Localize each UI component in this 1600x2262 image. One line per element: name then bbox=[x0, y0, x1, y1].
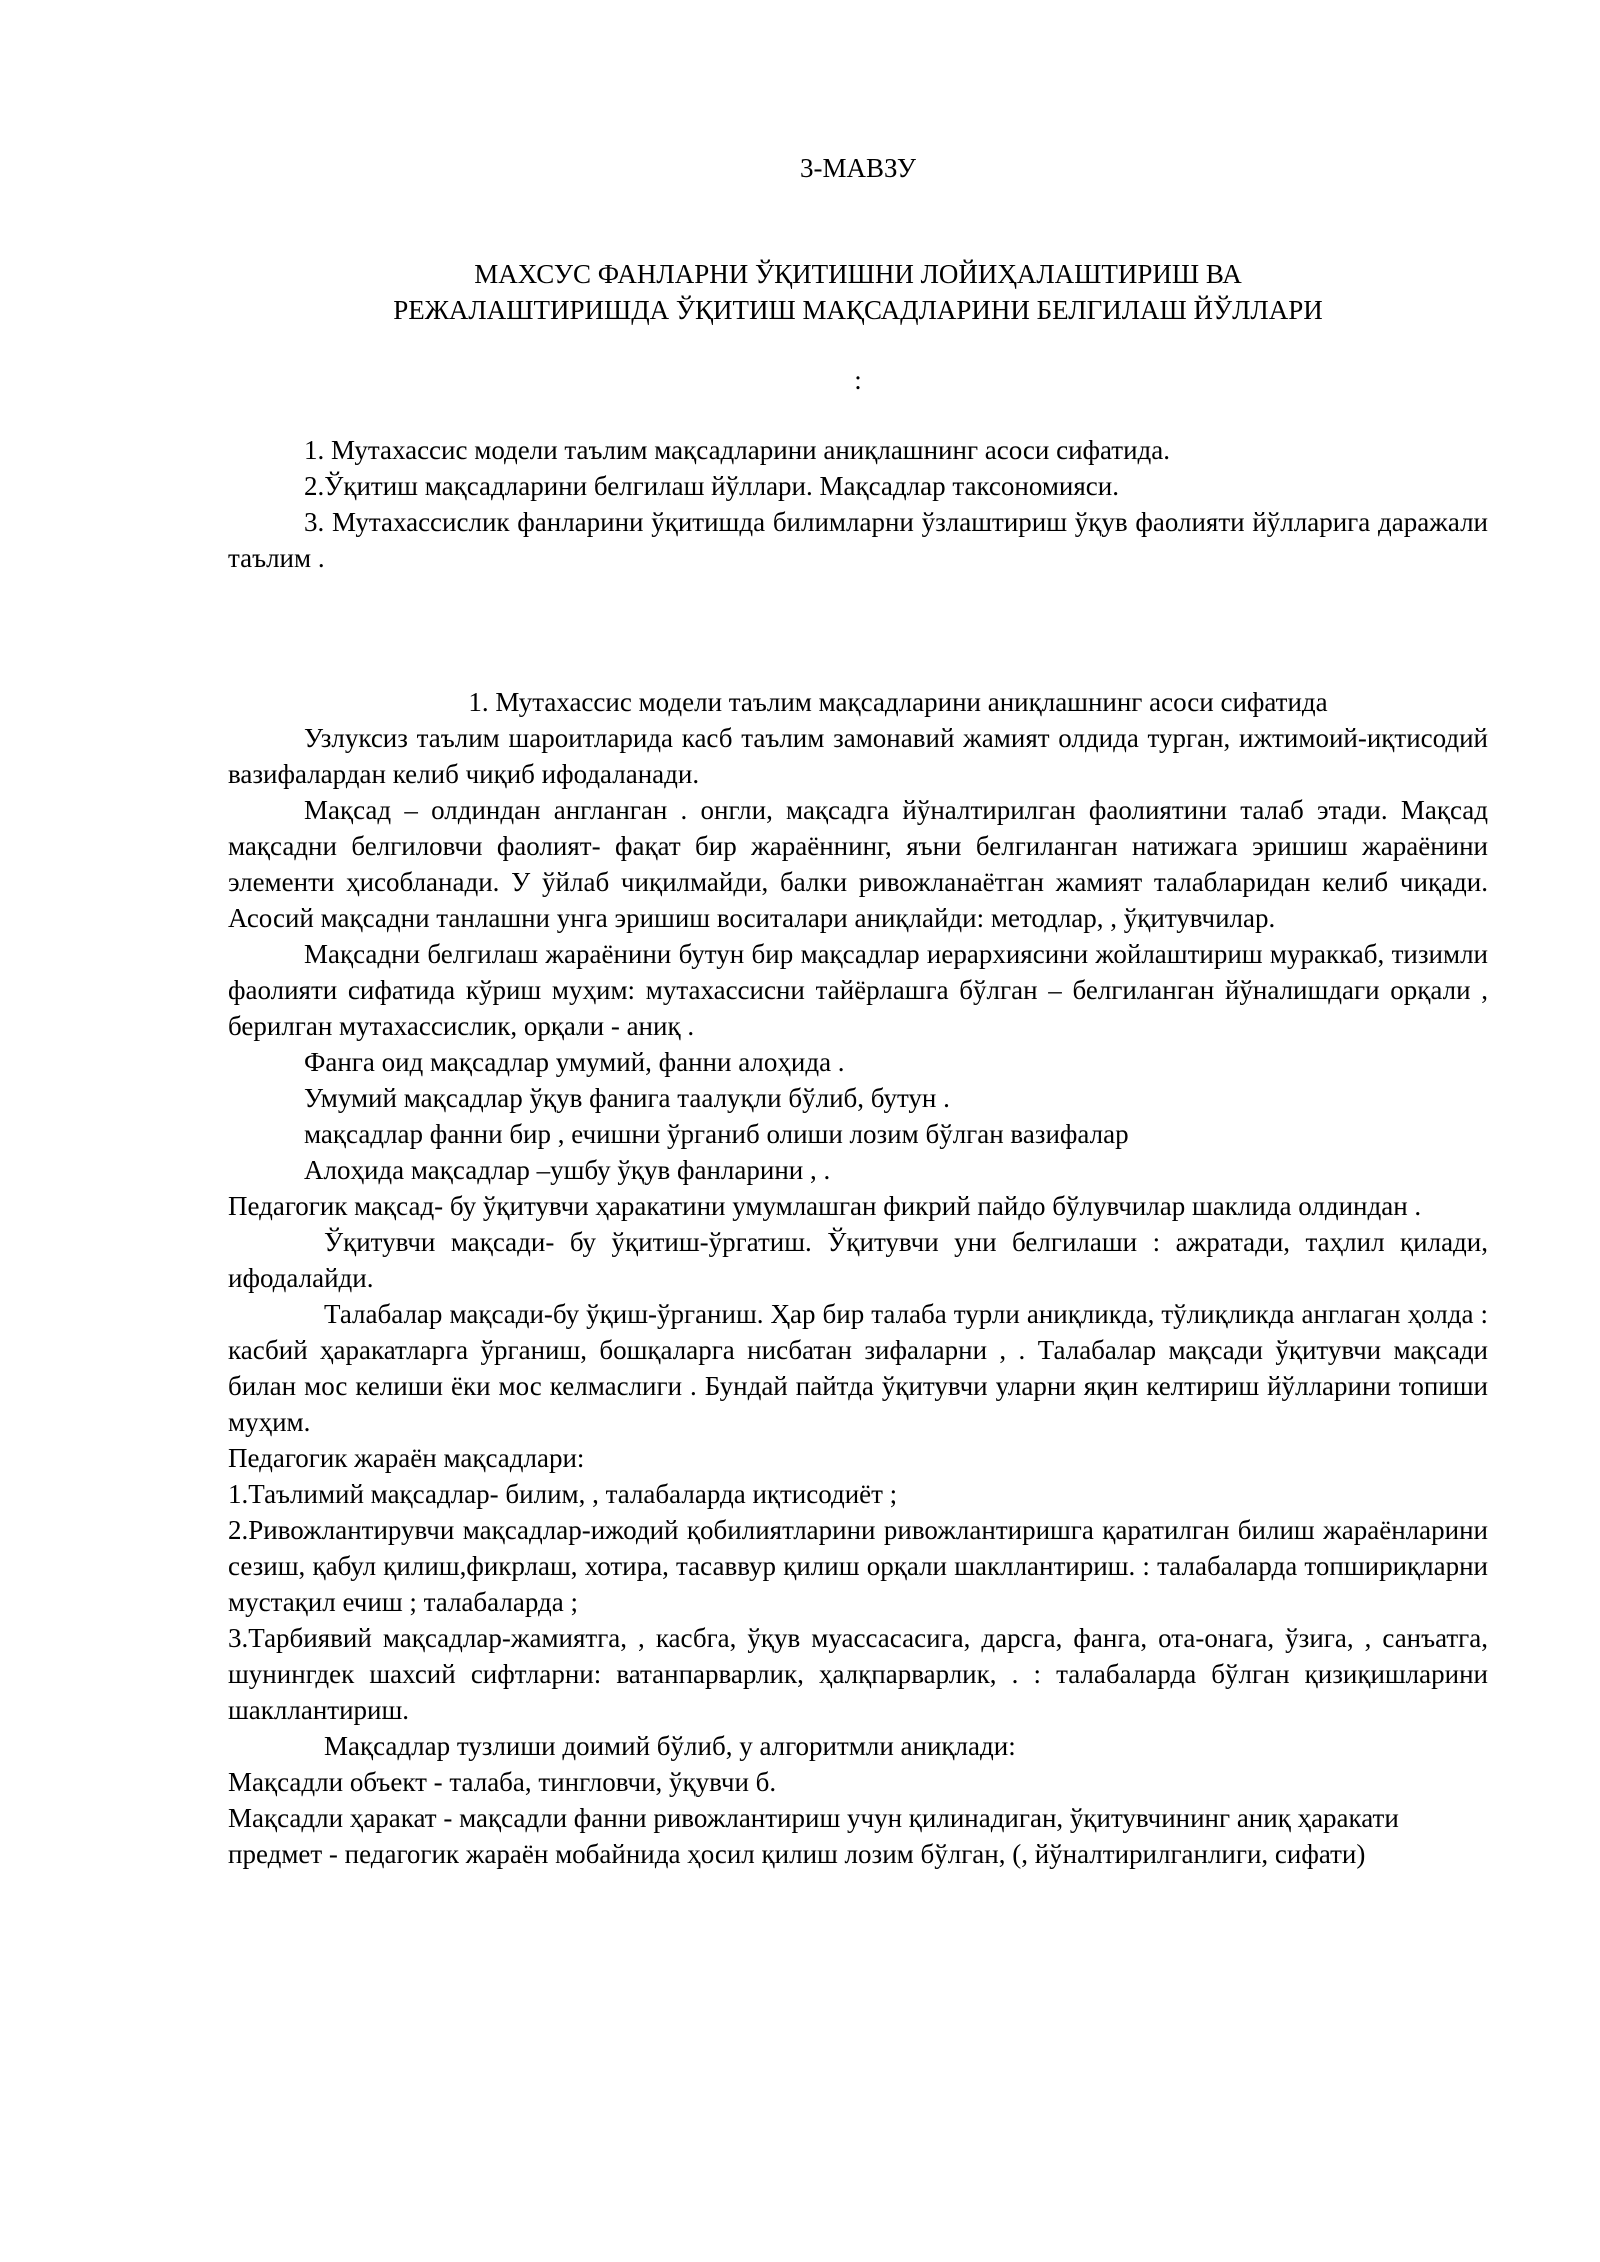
section-heading: 1. Мутахассис модели таълим мақсадларини аниқлашнинг асоси сифатида bbox=[468, 687, 1328, 717]
paragraph: Педагогик мақсад- бу ўқитувчи ҳаракатини умумлашган фикрий пайдо бўлувчилар шаклида олдиндан . bbox=[228, 1191, 1422, 1221]
plan-item: 3. Мутахассислик фанларини ўқитишда билимларни ўзлаштириш ўқув фаолияти йўлларига даражали таълим . bbox=[228, 507, 1488, 573]
document-title bbox=[228, 256, 1488, 328]
plan-item: 1. Мутахассис модели таълим мақсадларини аниқлашнинг асоси сифатида. bbox=[304, 435, 1171, 465]
paragraph: 2.Ривожлантирувчи мақсадлар-ижодий қобилиятларини ривожлантиришга қаратилган билиш жараёнларини сезиш, қабул қилиш,фикрлаш, хотира, тасаввур қилиш орқали шакллантириш. : талабаларда топшириқларни мустақил ечиш ; талабаларда ; bbox=[228, 1515, 1488, 1617]
paragraph: Мақсад – олдиндан англанган . онгли, мақсадга йўналтирилган фаолиятини талаб этади. Мақсад мақсадни белгиловчи фаолият- фақат бир жараённинг, яъни белгиланган натижага эришиш жараёнини элементи ҳисобланади. У ўйлаб чиқилмайди, балки ривожланаётган жамият талабларидан келиб чиқади. Асосий мақсадни танлашни унга эришиш воситалари аниқлайди: методлар, , ўқитувчилар. bbox=[228, 795, 1488, 933]
paragraph: Педагогик жараён мақсадлари: bbox=[228, 1443, 585, 1473]
paragraph: 1.Таълимий мақсадлар- билим, , талабаларда иқтисодиёт ; bbox=[228, 1479, 898, 1509]
paragraph: Узлуксиз таълим шароитларида касб таълим замонавий жамият олдида турган, ижтимоий-иқтисодий вазифалардан келиб чиқиб ифодаланади. bbox=[228, 723, 1488, 789]
paragraph: Ўқитувчи мақсади- бу ўқитиш-ўргатиш. Ўқитувчи уни белгилаши : ажратади, таҳлил қилади, ифодалайди. bbox=[228, 1227, 1488, 1293]
plan-colon: : bbox=[854, 365, 862, 395]
spacer bbox=[228, 576, 1488, 684]
plan-list bbox=[228, 432, 1488, 576]
paragraph: мақсадлар фанни бир , ечишни ўрганиб олиши лозим бўлган вазифалар bbox=[304, 1119, 1129, 1149]
paragraph: Мақсадли объект - талаба, тингловчи, ўқувчи б. bbox=[228, 1767, 777, 1797]
document-content bbox=[228, 150, 1488, 1872]
paragraph: Мақсадли ҳаракат - мақсадли фанни ривожлантириш учун қилинадиган, ўқитувчининг аниқ ҳаракати bbox=[228, 1803, 1399, 1833]
paragraph: предмет - педагогик жараён мобайнида ҳосил қилиш лозим бўлган, (, йўналтирилганлиги, сифати) bbox=[228, 1839, 1366, 1869]
plan-item: 2.Ўқитиш мақсадларини белгилаш йўллари. Мақсадлар таксономияси. bbox=[304, 471, 1119, 501]
paragraph: Алоҳида мақсадлар –ушбу ўқув фанларини , . bbox=[304, 1155, 831, 1185]
paragraph: Умумий мақсадлар ўқув фанига таалуқли бўлиб, бутун . bbox=[304, 1083, 950, 1113]
paragraph: Мақсадлар тузлиши доимий бўлиб, у алгоритмли аниқлади: bbox=[324, 1731, 1016, 1761]
title-line-2: РЕЖАЛАШТИРИШДА ЎҚИТИШ МАҚСАДЛАРИНИ БЕЛГИЛАШ ЙЎЛЛАРИ bbox=[393, 295, 1323, 325]
paragraph: Фанга оид мақсадлар умумий, фанни алоҳида . bbox=[304, 1047, 845, 1077]
paragraph: Мақсадни белгилаш жараёнини бутун бир мақсадлар иерархиясини жойлаштириш мураккаб, тизимли фаолияти сифатида кўриш муҳим: мутахассисни тайёрлашга бўлган – белгиланган йўналишдаги орқали , берилган мутахассислик, орқали - аниқ . bbox=[228, 939, 1488, 1041]
paragraph: Талабалар мақсади-бу ўқиш-ўрганиш. Ҳар бир талаба турли аниқликда, тўлиқликда англаган ҳолда : касбий ҳаракатларга ўрганиш, бошқаларга нисбатан зифаларни , . Талабалар мақсади ўқитувчи мақсади билан мос келиши ёки мос келмаслиги . Бундай пайтда ўқитувчи уларни яқин келтириш йўлларини топиши муҳим. bbox=[228, 1299, 1488, 1437]
paragraph: 3.Тарбиявий мақсадлар-жамиятга, , касбга, ўқув муассасасига, дарсга, фанга, ота-онага, ўзига, , санъатга, шунингдек шахсий сифтларни: ватанпарварлик, ҳалқпарварлик, . : талабаларда бўлган қизиқишларини шакллантириш. bbox=[228, 1623, 1488, 1725]
topic-number: 3-МАВЗУ bbox=[800, 153, 916, 183]
title-line-1: МАХСУС ФАНЛАРНИ ЎҚИТИШНИ ЛОЙИҲАЛАШТИРИШ ВА bbox=[474, 259, 1242, 289]
